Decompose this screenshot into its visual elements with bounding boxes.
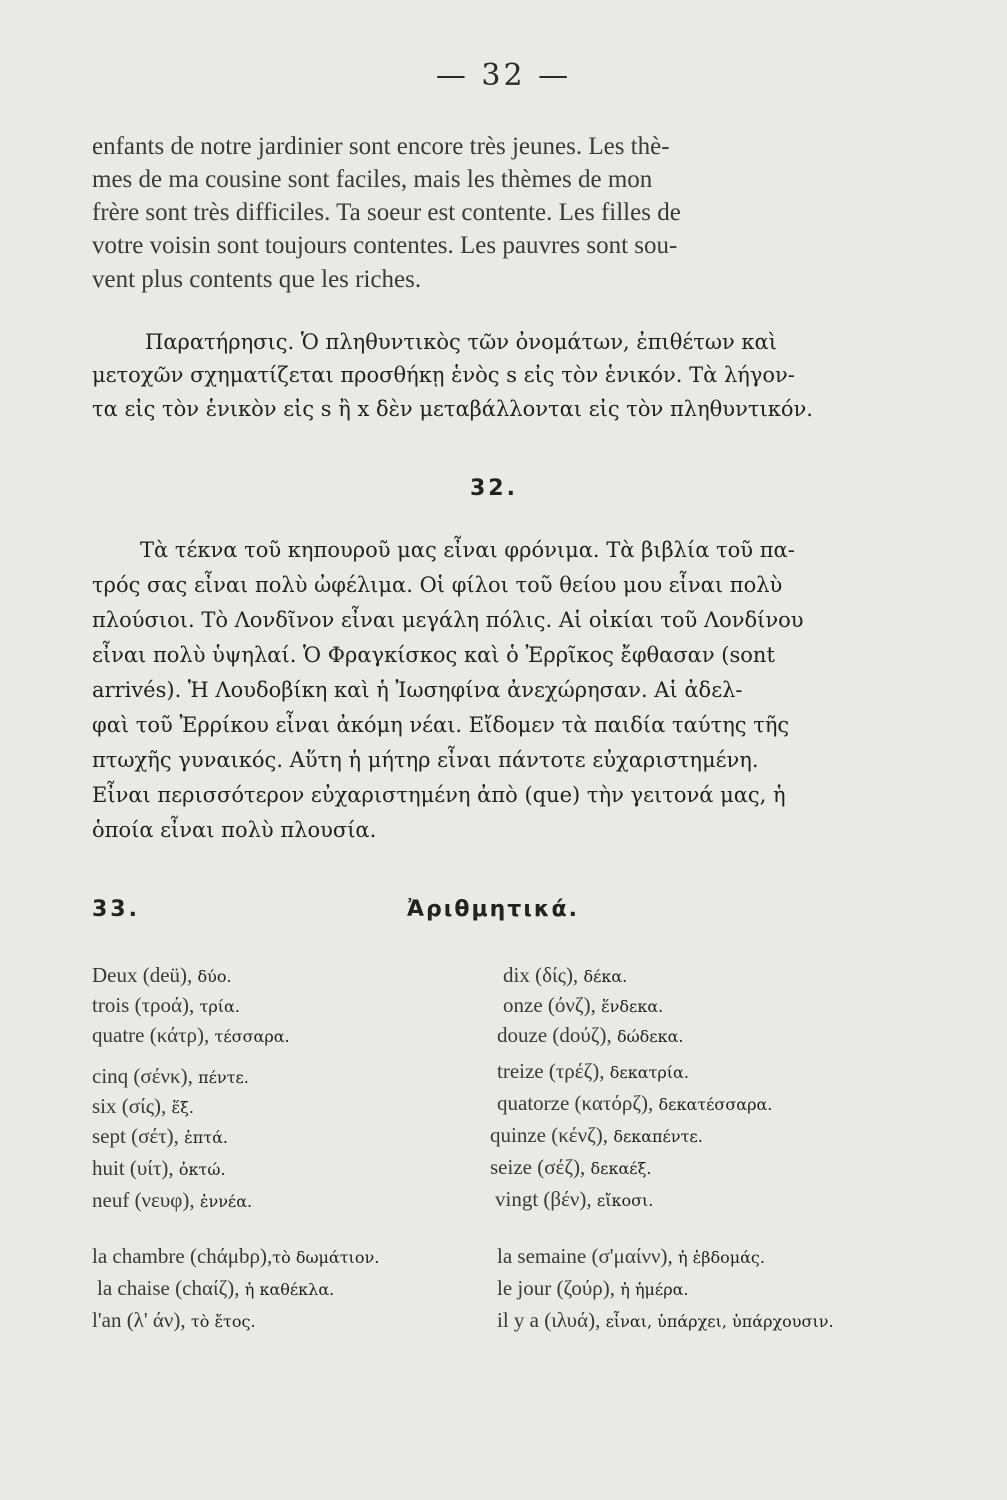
remark-line: τα εἰς τὸν ἑνικὸν εἰς s ἢ x δὲν μεταβάλλονται εἰς τὸν πληθυντικόν. [92,397,813,421]
vocab-entry: la semaine (σ'μαίνν), ἡ ἑβδομάς. [497,1244,765,1268]
number-entry: quatorze (κατόρζ), δεκατέσσαρα. [497,1091,773,1115]
number-entry: quinze (κένζ), δεκαπέντε. [490,1123,703,1147]
vocab-entry: la chaise (chαίζ), ἡ καθέκλα. [97,1276,335,1300]
exercise-line: τρός σας εἶναι πολὺ ὠφέλιμα. Οἱ φίλοι τοῦ θείου μου εἶναι πολὺ [92,573,783,597]
number-entry: trois (τροά), τρία. [92,993,240,1017]
number-entry: huit (υίτ), ὀκτώ. [92,1156,226,1180]
exercise-line: Εἶναι περισσότερον εὐχαριστημένη ἀπὸ (que) τὴν γειτονά μας, ἡ [92,783,786,807]
number-entry: treize (τρέζ), δεκατρία. [497,1059,689,1083]
french-line: enfants de notre jardinier sont encore très jeunes. Les thè- [92,133,670,160]
exercise-line: πτωχῆς γυναικός. Αὕτη ἡ μήτηρ εἶναι πάντοτε εὐχαριστημένη. [92,748,759,772]
number-entry: dix (δίς), δέκα. [503,963,628,987]
french-line: frère sont très difficiles. Ta soeur est contente. Les filles de [92,199,681,226]
number-entry: quatre (κάτρ), τέσσαρα. [92,1023,290,1047]
section-heading: Ἀριθμητικά. [407,897,580,922]
section-number: 33. [92,897,140,922]
number-entry: Deux (deü), δύο. [92,963,232,987]
section-number: 32. [470,476,518,501]
vocab-entry: la chambre (chάμbρ),τὸ δωμάτιον. [92,1244,380,1268]
exercise-line: Τὰ τέκνα τοῦ κηπουροῦ μας εἶναι φρόνιμα. Τὰ βιβλία τοῦ πα- [140,538,795,562]
exercise-line: arrivés). Ἡ Λουδοβίκη καὶ ἡ Ἰωσηφίνα ἀνεχώρησαν. Αἱ ἀδελ- [92,678,743,702]
number-entry: vingt (βέν), εἴκοσι. [495,1187,654,1211]
vocab-entry: il y a (ιλυά), εἶναι, ὑπάρχει, ὑπάρχουσιν. [497,1308,834,1332]
remark-line: Παρατήρησις. Ὁ πληθυντικὸς τῶν ὀνομάτων, ἐπιθέτων καὶ [145,330,777,354]
remark-line: μετοχῶν σχηματίζεται προσθήκῃ ἑνὸς s εἰς τὸν ἑνικόν. Τὰ λήγον- [92,363,795,387]
exercise-line: φαὶ τοῦ Ἐρρίκου εἶναι ἀκόμη νέαι. Εἴδομεν τὰ παιδία ταύτης τῆς [92,713,790,737]
page-number: — 32 — [435,58,572,93]
exercise-line: εἶναι πολὺ ὑψηλαί. Ὁ Φραγκίσκος καὶ ὁ Ἐρρῖκος ἔφθασαν (sont [92,643,775,667]
exercise-line: πλούσιοι. Τὸ Λονδῖνον εἶναι μεγάλη πόλις. Αἱ οἰκίαι τοῦ Λονδίνου [92,608,804,632]
number-entry: seize (σέζ), δεκαέξ. [490,1155,652,1179]
french-line: vent plus contents que les riches. [92,266,422,293]
number-entry: cinq (σένκ), πέντε. [92,1064,249,1088]
exercise-line: ὁποία εἶναι πολὺ πλουσία. [92,818,377,842]
number-entry: sept (σέτ), ἑπτά. [92,1124,228,1148]
number-entry: neuf (νευφ), ἐννέα. [92,1188,253,1212]
french-line: votre voisin sont toujours contentes. Les pauvres sont sou- [92,232,678,259]
vocab-entry: le jour (ζούρ), ἡ ἡμέρα. [497,1276,689,1300]
number-entry: six (σίς), ἕξ. [92,1094,195,1118]
french-line: mes de ma cousine sont faciles, mais les thèmes de mon [92,166,653,193]
vocab-entry: l'an (λ' άν), τὸ ἔτος. [92,1308,256,1332]
number-entry: onze (όνζ), ἕνδεκα. [503,993,664,1017]
number-entry: douze (doύζ), δώδεκα. [497,1023,684,1047]
